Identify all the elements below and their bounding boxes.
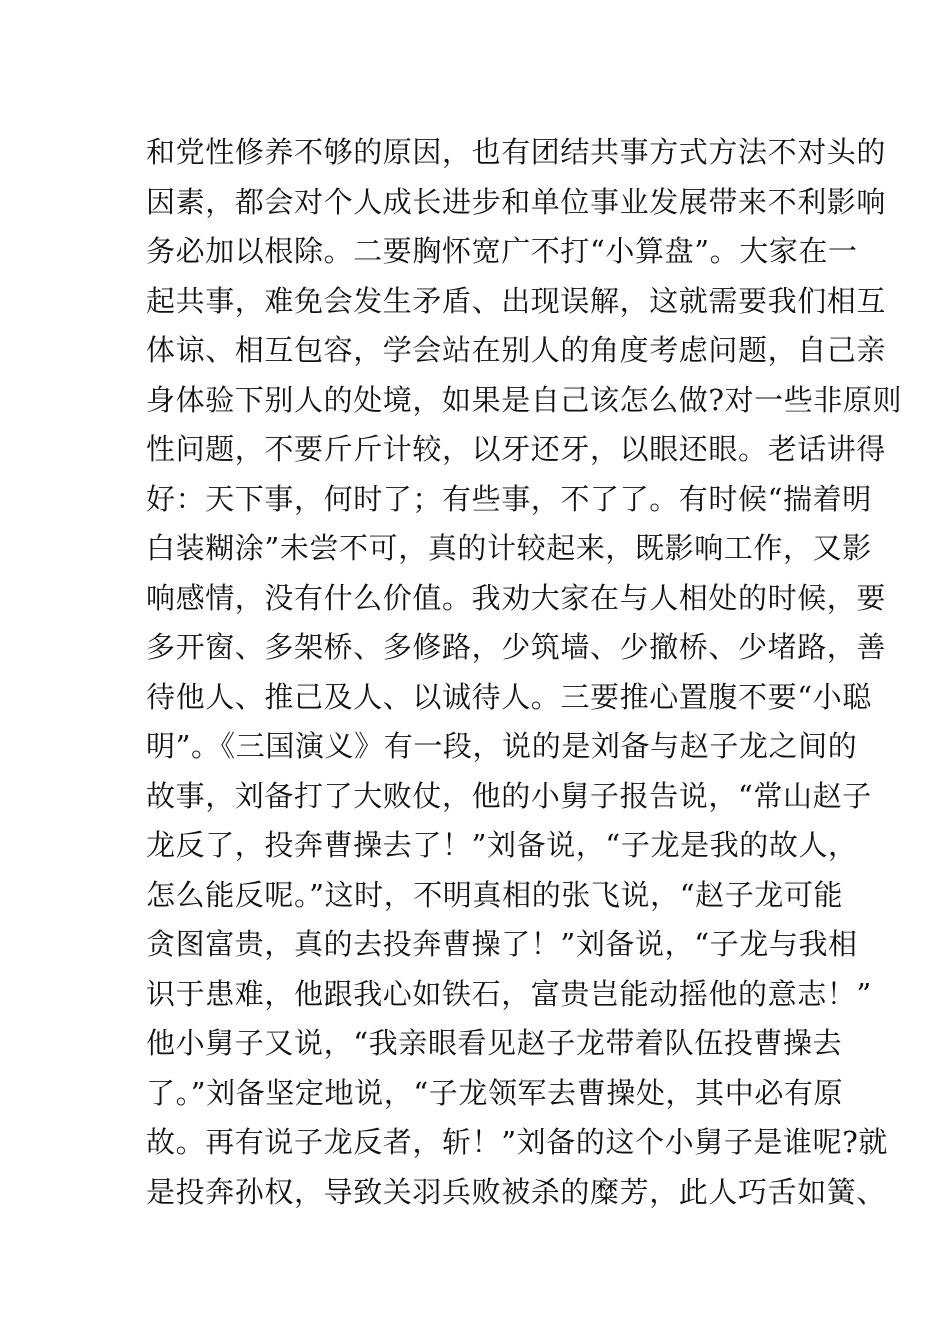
text-line-18: 识于患难，他跟我心如铁石，富贵岂能动摇他的意志！” (146, 976, 872, 1011)
text-line-7: 性问题，不要斤斤计较，以牙还牙，以眼还眼。老话讲得 (146, 432, 887, 466)
text-line-21: 故。再有说子龙反者，斩！”刘备的这个小舅子是谁呢?就 (146, 1125, 888, 1159)
text-line-4: 起共事，难免会发生矛盾、出现误解，这就需要我们相互 (146, 283, 887, 318)
text-line-9: 白装糊涂”未尝不可，真的计较起来，既影响工作，又影 (146, 531, 872, 565)
text-line-22: 是投奔孙权，导致关羽兵败被杀的糜芳，此人巧舌如簧、 (146, 1174, 887, 1209)
text-line-17: 贪图富贵，真的去投奔曹操了！”刘备说，“子龙与我相 (146, 927, 858, 961)
text-line-20: 了。”刘备坚定地说，“子龙领军去曹操处，其中必有原 (146, 1075, 844, 1110)
text-line-2: 因素，都会对个人成长进步和单位事业发展带来不利影响 (146, 184, 887, 219)
text-line-19: 他小舅子又说，“我亲眼看见赵子龙带着队伍投曹操去 (146, 1026, 843, 1060)
text-line-13: 明”。《三国演义》有一段，说的是刘备与赵子龙之间的 (146, 729, 858, 763)
text-line-14: 故事，刘备打了大败仗，他的小舅子报告说，“常山赵子 (146, 778, 872, 813)
text-line-11: 多开窗、多架桥、多修路，少筑墙、少撤桥、少堵路，善 (146, 630, 887, 664)
text-line-12: 待他人、推己及人、以诚待人。三要推心置腹不要“小聪 (146, 679, 872, 714)
text-line-1: 和党性修养不够的原因，也有团结共事方式方法不对头的 (146, 135, 887, 169)
text-line-6: 身体验下别人的处境，如果是自己该怎么做?对一些非原则 (146, 382, 903, 417)
text-line-15: 龙反了，投奔曹操去了！”刘备说，“子龙是我的故人， (146, 828, 858, 862)
text-line-5: 体谅、相互包容，学会站在别人的角度考虑问题，自己亲 (146, 333, 887, 367)
text-line-3: 务必加以根除。二要胸怀宽广不打“小算盘”。大家在一 (146, 234, 858, 268)
text-line-8: 好：天下事，何时了；有些事，不了了。有时候“揣着明 (146, 481, 872, 516)
text-line-10: 响感情，没有什么价值。我劝大家在与人相处的时候，要 (146, 580, 887, 615)
body-text (146, 128, 903, 1217)
text-line-16: 怎么能反呢。”这时，不明真相的张飞说，“赵子龙可能 (146, 877, 844, 912)
